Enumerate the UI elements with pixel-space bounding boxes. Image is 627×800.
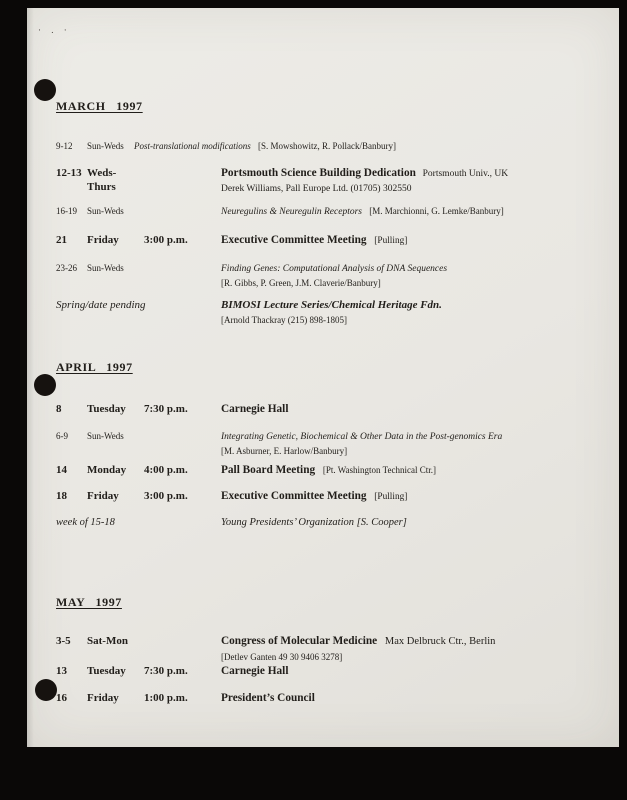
event-date: 16-19 (56, 206, 77, 216)
event-content (221, 233, 604, 248)
hole-punch-bottom (35, 679, 57, 701)
event-row (56, 664, 604, 678)
event-title: Neuregulins & Neuregulin Receptors (221, 207, 362, 217)
event-content (221, 263, 604, 289)
event-day: Tuesday (87, 665, 126, 677)
event-day: Sat-Mon (87, 635, 128, 647)
event-title: Congress of Molecular Medicine (221, 635, 378, 647)
event-bracket: [M. Marchionni, G. Lemke/Banbury] (369, 206, 504, 216)
event-row (56, 691, 604, 705)
event-label: week of 15-18 (56, 517, 115, 528)
month-header-may: MAY 1997 (56, 595, 122, 609)
event-line2: [M. Asburner, E. Harlow/Banbury] (221, 446, 348, 456)
event-day: Monday (87, 464, 127, 476)
event-bracket: [S. Mowshowitz, R. Pollack/Banbury] (258, 141, 397, 151)
event-date: 9-12 (56, 141, 73, 151)
event-row (56, 262, 604, 289)
event-content (134, 140, 604, 152)
event-line2: Derek Williams, Pall Europe Ltd. (01705) 302550 (221, 184, 412, 194)
event-time: 3:00 p.m. (144, 490, 188, 502)
event-title: Pall Board Meeting (221, 464, 316, 476)
march-rows (56, 140, 604, 326)
event-detail: Max Delbruck Ctr., Berlin (384, 636, 496, 647)
event-date: 6-9 (56, 431, 68, 441)
event-row (56, 298, 604, 326)
event-line1 (221, 634, 604, 649)
event-row (56, 233, 604, 248)
event-day: Friday (87, 490, 119, 502)
event-row (56, 463, 604, 477)
event-row (56, 205, 604, 218)
event-bracket: [Pt. Washington Technical Ctr.] (322, 465, 436, 475)
event-date: 23-26 (56, 263, 77, 273)
event-detail: Portsmouth Univ., UK (422, 169, 509, 179)
event-label: Spring/date pending (56, 299, 146, 311)
event-time: 7:30 p.m. (144, 665, 188, 677)
section-may (56, 593, 604, 705)
event-row (56, 634, 604, 663)
event-date: 21 (56, 234, 67, 246)
event-title: Finding Genes: Computational Analysis of DNA Sequences (221, 264, 448, 274)
event-title: Carnegie Hall (221, 403, 289, 415)
event-row (56, 430, 604, 457)
section-april (56, 358, 604, 530)
scanned-page (27, 8, 619, 747)
event-line1 (221, 166, 604, 181)
event-title: Post-translational modifications (134, 141, 251, 151)
event-day: Weds-Thurs (87, 167, 117, 193)
event-row (56, 166, 604, 195)
hole-punch-middle (34, 374, 56, 396)
event-content (221, 166, 604, 195)
event-line2: [Detlev Ganten 49 30 9406 3278] (221, 652, 343, 662)
event-bracket: [Pulling] (374, 236, 408, 246)
event-title: Young Presidents’ Organization [S. Cooper] (221, 517, 407, 528)
event-date: 12-13 (56, 167, 82, 179)
event-content (221, 402, 604, 416)
event-title: Integrating Genetic, Biochemical & Other Data in the Post-genomics Era (221, 432, 503, 442)
event-title: Executive Committee Meeting (221, 234, 367, 246)
event-time: 1:00 p.m. (144, 692, 188, 704)
event-content (221, 516, 604, 530)
event-day: Sun-Weds (87, 206, 124, 216)
event-day: Sun-Weds (87, 263, 124, 273)
event-line2: [Arnold Thackray (215) 898-1805] (221, 315, 348, 325)
event-content (221, 691, 604, 705)
event-time: 7:30 p.m. (144, 403, 188, 415)
event-day: Sun-Weds (87, 431, 124, 441)
event-row (56, 516, 604, 530)
event-content (221, 634, 604, 663)
event-day: Sun-Weds (87, 141, 124, 151)
event-date: 16 (56, 692, 67, 704)
event-content (221, 463, 604, 477)
month-header-march: MARCH 1997 (56, 99, 143, 113)
event-line2: [R. Gibbs, P. Green, J.M. Claverie/Banbury] (221, 278, 381, 288)
event-date: 13 (56, 665, 67, 677)
event-day: Tuesday (87, 403, 126, 415)
event-title: Portsmouth Science Building Dedication (221, 167, 416, 179)
april-rows (56, 402, 604, 530)
event-title: President’s Council (221, 692, 315, 704)
event-day: Friday (87, 692, 119, 704)
event-bracket: [Pulling] (374, 492, 408, 502)
event-date: 3-5 (56, 635, 71, 647)
event-content (221, 205, 604, 218)
event-date: 8 (56, 403, 62, 415)
may-rows (56, 634, 604, 705)
event-date: 14 (56, 464, 67, 476)
event-content (221, 489, 604, 504)
event-content (221, 664, 604, 678)
event-time: 3:00 p.m. (144, 234, 188, 246)
event-row (56, 402, 604, 416)
event-content (221, 298, 604, 326)
hole-punch-top (34, 79, 56, 101)
event-title: BIMOSI Lecture Series/Chemical Heritage Fdn. (221, 299, 442, 311)
event-content (221, 431, 604, 457)
event-row (56, 489, 604, 504)
event-day: Friday (87, 234, 119, 246)
event-date: 18 (56, 490, 67, 502)
month-header-april: APRIL 1997 (56, 360, 133, 374)
event-title: Carnegie Hall (221, 665, 289, 677)
section-march (56, 97, 604, 326)
event-title: Executive Committee Meeting (221, 490, 367, 502)
event-row (56, 140, 604, 152)
pen-marks: · . · (38, 25, 71, 35)
event-time: 4:00 p.m. (144, 464, 188, 476)
